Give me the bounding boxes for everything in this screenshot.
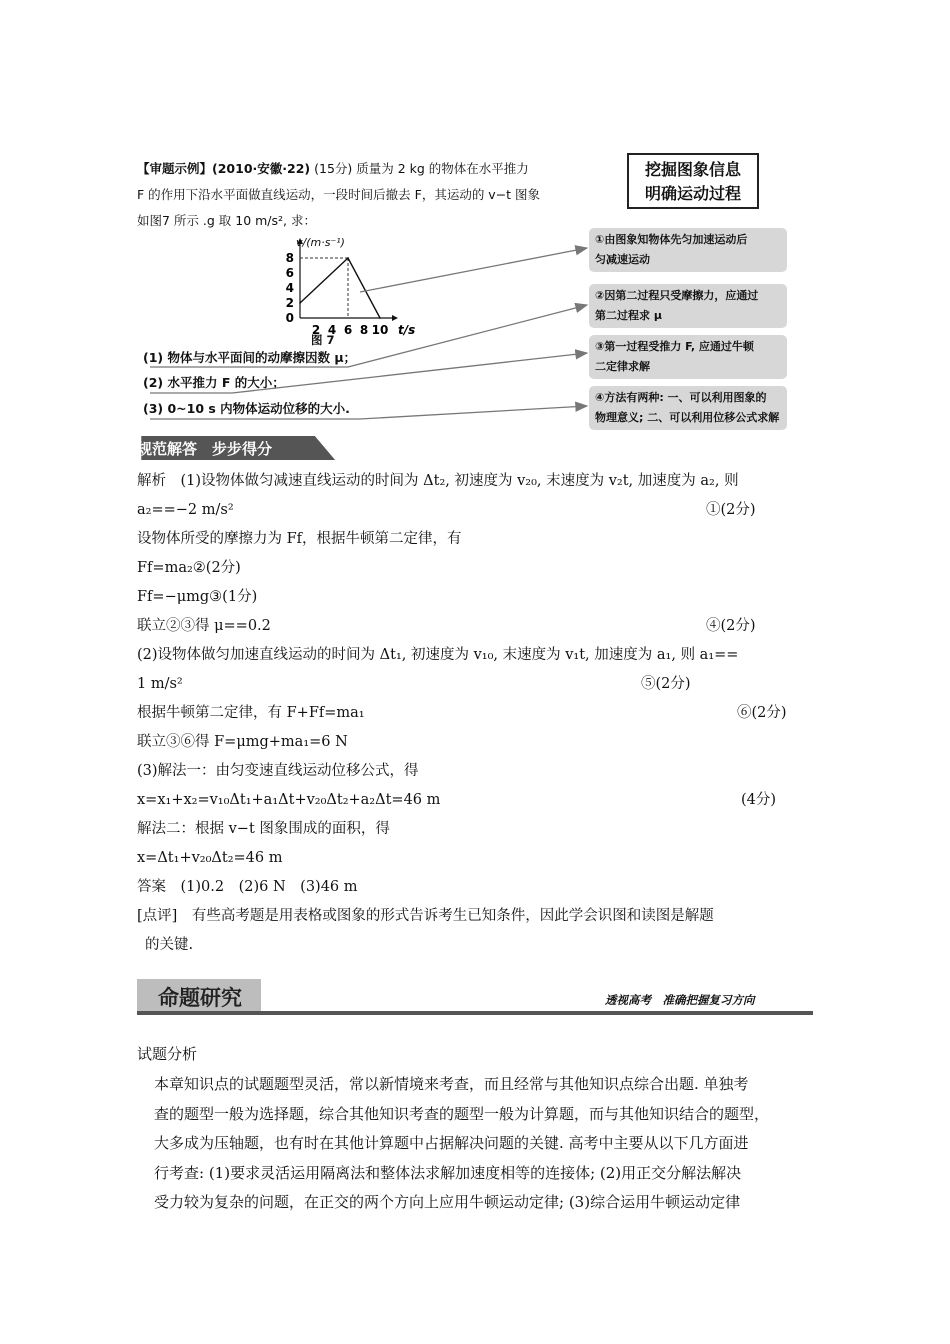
analysis-line: 行考查: (1)要求灵活运用隔离法和整体法求解加速度相等的连接体; (2)用正交分解法解决 <box>154 1163 742 1182</box>
hint-title-box <box>627 153 759 209</box>
hint-3-line2: 二定律求解 <box>595 360 650 373</box>
hint-title-line2: 明确运动过程 <box>644 184 741 203</box>
banner-research-subtitle: 透视高考 准确把握复习方向 <box>605 993 755 1007</box>
comment-line-1: [点评] 有些高考题是用表格或图象的形式告诉考生已知条件，因此学会识图和读图是解题 <box>137 908 714 924</box>
hint-box-4 <box>589 386 787 430</box>
problem-line3: 如图7 所示 .g 取 10 m/s², 求： <box>137 213 316 228</box>
hint-2-line2: 第二过程求 μ <box>595 309 662 322</box>
score-5: ⑤(2分) <box>641 676 691 692</box>
answer-line: 答案 (1)0.2 (2)6 N (3)46 m <box>137 879 358 895</box>
banner-research-title: 命题研究 <box>158 986 242 1010</box>
problem-line2: F 的作用下沿水平面做直线运动，一段时间后撤去 F，其运动的 v−t 图象 <box>137 187 541 202</box>
solution-line-13: 解法二：根据 v−t 图象围成的面积，得 <box>137 821 390 837</box>
hint-2-line1: ②因第二过程只受摩擦力，应通过 <box>595 289 759 302</box>
problem-source: (2010·安徽·22) <box>212 161 311 176</box>
question-2: (2) 水平推力 F 的大小； <box>143 375 285 390</box>
solution-line-7: (2)设物体做匀加速直线运动的时间为 Δt₁, 初速度为 v₁₀, 末速度为 v₁t, 加速度为 a₁, 则 a₁== <box>137 647 739 663</box>
hint-4-line2: 物理意义; 二、可以利用位移公式求解 <box>595 411 780 424</box>
solution-line-4: Ff=ma₂②(2分) <box>137 560 241 576</box>
analysis-line: 本章知识点的试题题型灵活，常以新情境来考查，而且经常与其他知识点综合出题. 单独考 <box>154 1075 749 1093</box>
arrow-3 <box>232 353 587 393</box>
hint-4-line1: ④方法有两种: 一、可以利用图象的 <box>595 391 767 404</box>
solution-line-9: 根据牛顿第二定律，有 F+Ff=ma₁ <box>137 705 365 721</box>
problem-label: 【审题示例】 <box>137 161 213 176</box>
arrow-4 <box>360 406 587 419</box>
x-tick-label: 2 <box>311 323 321 337</box>
connector-arrows <box>0 0 950 440</box>
hint-1-line2: 匀减速运动 <box>595 253 650 266</box>
analysis-line: 查的题型一般为选择题，综合其他知识考查的题型一般为计算题，而与其他知识结合的题型， <box>154 1104 770 1123</box>
question-3: (3) 0~10 s 内物体运动位移的大小. <box>143 401 350 416</box>
y-tick-label: 6 <box>285 266 294 280</box>
analysis-paragraph <box>137 1070 827 1218</box>
question-1: (1) 物体与水平面间的动摩擦因数 μ； <box>143 350 357 365</box>
score-7: (4分) <box>741 792 777 808</box>
hint-box-2 <box>589 284 787 328</box>
analysis-line: 受力较为复杂的问题，在正交的两个方向上应用牛顿运动定律; (3)综合运用牛顿运动定律 <box>154 1193 741 1211</box>
score-6: ⑥(2分) <box>737 705 787 721</box>
x-tick-label: 4 <box>327 323 337 337</box>
hint-1-line1: ①由图象知物体先匀加速运动后 <box>595 233 748 246</box>
banner-solution-text: 规范解答 步步得分 <box>137 440 273 458</box>
solution-line-6: 联立②③得 μ==0.2 <box>137 618 271 634</box>
solution-line-8: 1 m/s² <box>137 676 183 692</box>
analysis-heading: 试题分析 <box>137 1045 198 1063</box>
score-4: ④(2分) <box>706 618 756 634</box>
score-1: ①(2分) <box>706 502 756 518</box>
graph-ylabel: v/(m·s⁻¹) <box>296 236 345 249</box>
solution-line-14: x=Δt₁+v₂₀Δt₂=46 m <box>137 850 283 866</box>
solution-line-1: 解析 (1)设物体做匀减速直线运动的时间为 Δt₂, 初速度为 v₂₀, 末速度为 v₂t, 加速度为 a₂, 则 <box>137 473 739 489</box>
y-tick-label: 2 <box>285 296 294 310</box>
x-tick-label: 6 <box>343 323 353 337</box>
figure-caption: 图 7 <box>311 333 335 347</box>
y-tick-label: 0 <box>285 311 294 325</box>
x-axis-label: t/s <box>398 323 416 337</box>
solution-line-5: Ff=−μmg③(1分) <box>137 589 258 605</box>
solution-line-2: a₂==−2 m/s² <box>137 502 234 518</box>
hint-title-line1: 挖掘图象信息 <box>644 160 741 179</box>
hint-3-line1: ③第一过程受推力 F, 应通过牛顿 <box>595 340 754 353</box>
comment-line-2: 的关键. <box>145 937 194 953</box>
problem-line1: 质量为 2 kg 的物体在水平推力 <box>356 161 529 176</box>
x-tick-label: 10 <box>371 323 389 337</box>
solution-line-12: x=x₁+x₂=v₁₀Δt₁+a₁Δt+v₂₀Δt₂+a₂Δt=46 m <box>137 792 441 808</box>
hint-box-3 <box>589 335 787 379</box>
y-tick-label: 8 <box>285 251 294 265</box>
y-tick-label: 4 <box>285 281 294 295</box>
x-tick-label: 8 <box>359 323 369 337</box>
arrow-1 <box>360 248 587 292</box>
hint-box-1 <box>589 228 787 272</box>
analysis-line: 大多成为压轴题，也有时在其他计算题中占据解决问题的关键. 高考中主要从以下几方面进 <box>154 1134 749 1152</box>
problem-points: (15分) <box>314 161 353 176</box>
solution-line-3: 设物体所受的摩擦力为 Ff，根据牛顿第二定律，有 <box>137 531 462 547</box>
solution-line-10: 联立③⑥得 F=μmg+ma₁=6 N <box>137 734 348 750</box>
arrow-2 <box>348 305 587 367</box>
solution-line-11: (3)解法一：由匀变速直线运动位移公式，得 <box>137 763 419 779</box>
